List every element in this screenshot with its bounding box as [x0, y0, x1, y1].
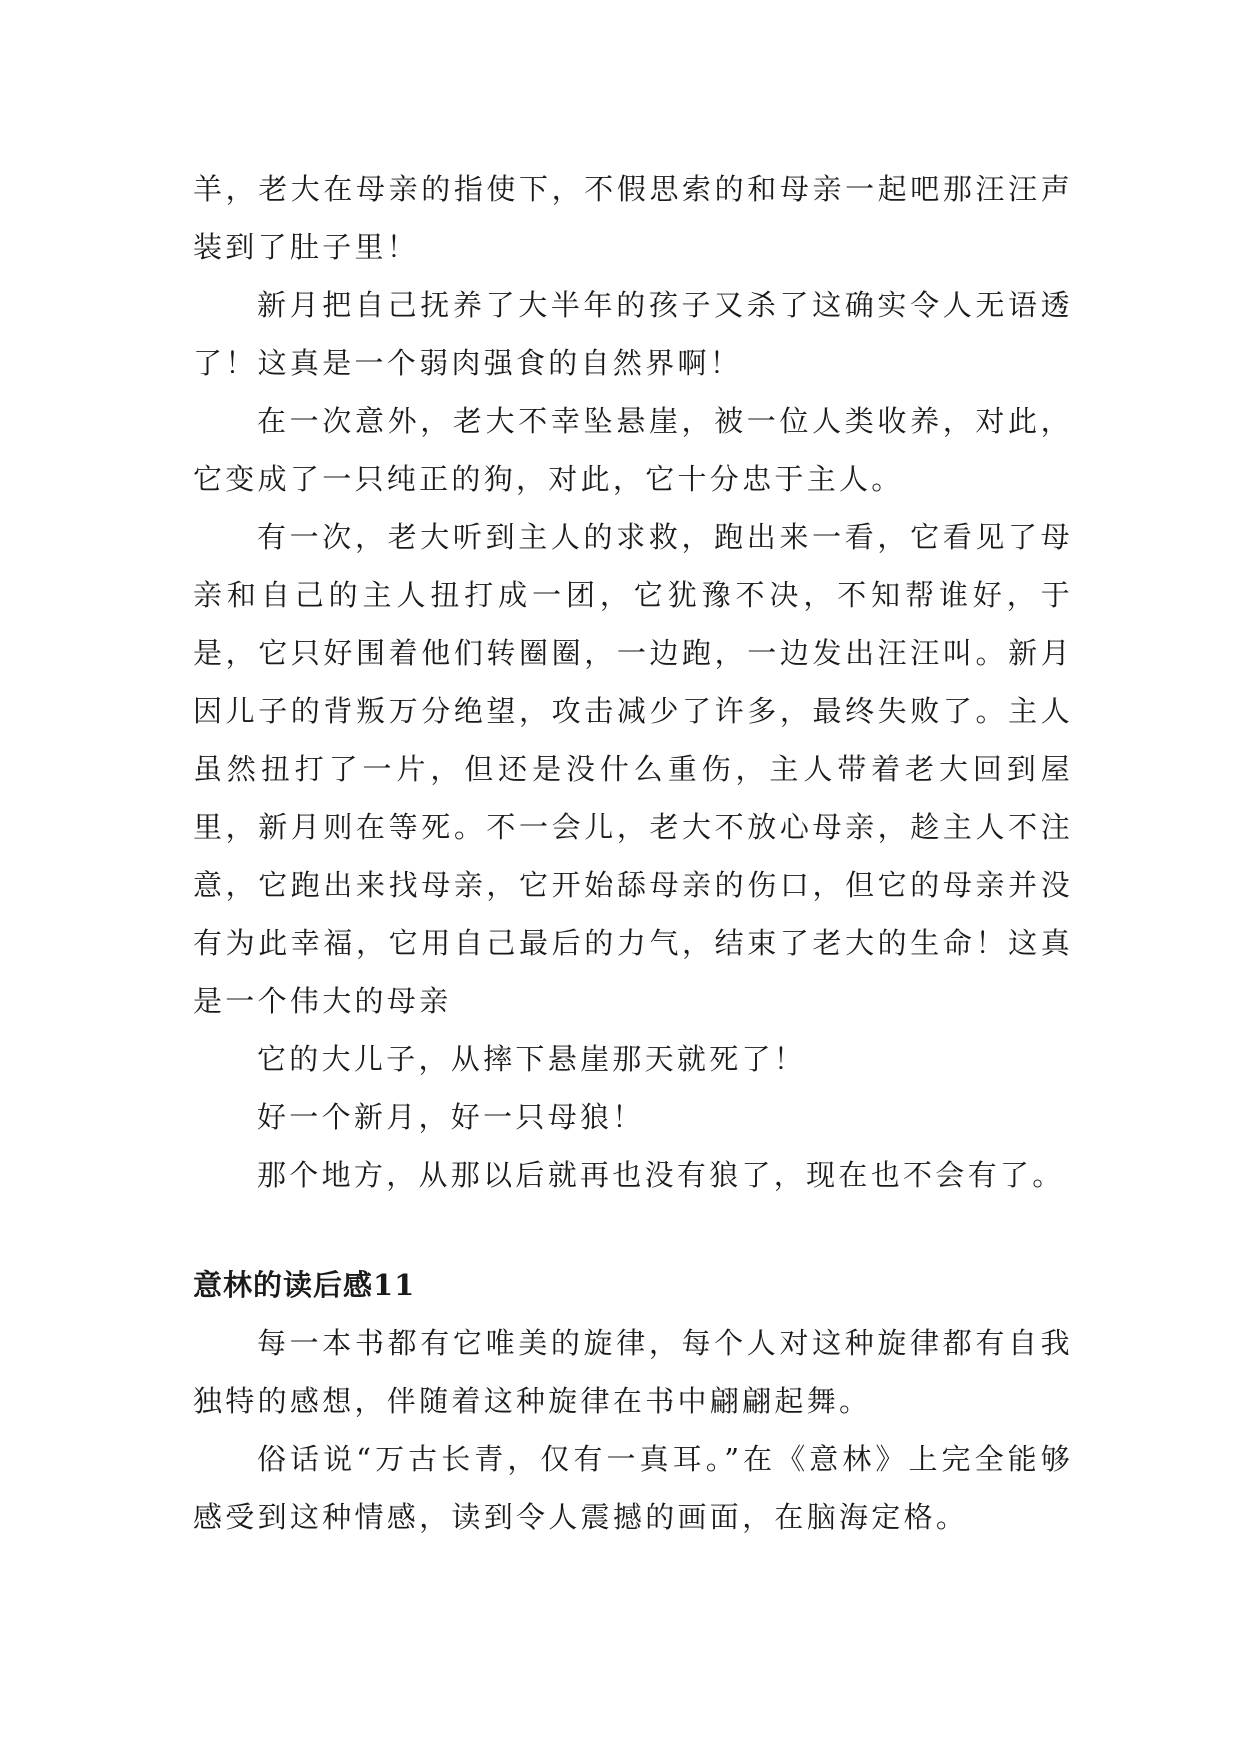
paragraph: 每一本书都有它唯美的旋律，每个人对这种旋律都有自我独特的感想，伴随着这种旋律在书中翩翩起舞。 [193, 1326, 1073, 1418]
paragraph: 它的大儿子，从摔下悬崖那天就死了！ [257, 1042, 807, 1076]
paragraph: 好一个新月，好一只母狼！ [257, 1100, 645, 1134]
paragraph: 在一次意外，老大不幸坠悬崖，被一位人类收养，对此，它变成了一只纯正的狗，对此，它十分忠于主人。 [193, 404, 1073, 496]
paragraph: 新月把自己抚养了大半年的孩子又杀了这确实令人无语透了！这真是一个弱肉强食的自然界啊！ [193, 288, 1073, 380]
paragraph: 俗话说“万古长青，仅有一真耳。”在《意林》上完全能够感受到这种情感，读到令人震撼的画面，在脑海定格。 [193, 1442, 1073, 1534]
paragraph: 羊，老大在母亲的指使下，不假思索的和母亲一起吧那汪汪声装到了肚子里！ [193, 172, 1073, 264]
paragraph: 那个地方，从那以后就再也没有狼了，现在也不会有了。 [257, 1158, 1065, 1192]
document-page [193, 160, 1073, 1546]
section-title: 意林的读后感11 [193, 1268, 416, 1302]
paragraph: 有一次，老大听到主人的求救，跑出来一看，它看见了母亲和自己的主人扭打成一团，它犹豫不决，不知帮谁好，于是，它只好围着他们转圈圈，一边跑，一边发出汪汪叫。新月因儿子的背叛万分绝望，攻击减少了许多，最终失败了。主人虽然扭打了一片，但还是没什么重伤，主人带着老大回到屋里，新月则在等死。不一会儿，老大不放心母亲，趁主人不注意，它跑出来找母亲，它开始舔母亲的伤口，但它的母亲并没有为此幸福，它用自己最后的力气，结束了老大的生命！这真是一个伟大的母亲 [193, 520, 1073, 1018]
